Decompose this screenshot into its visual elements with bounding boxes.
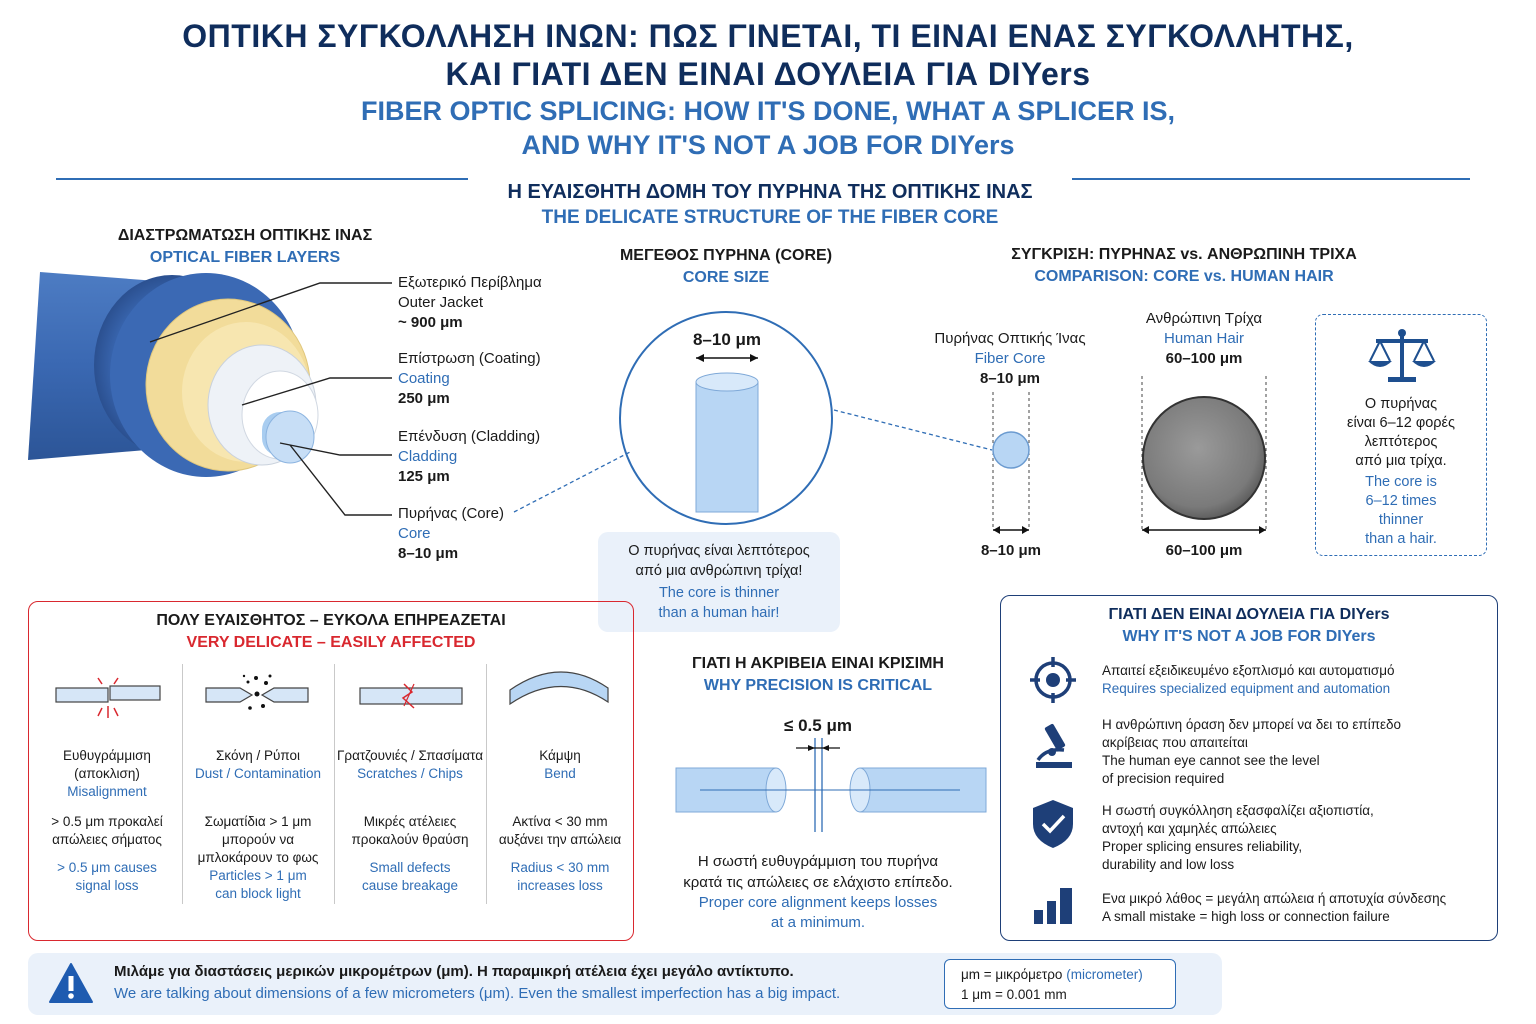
diy-3-gr-1: Η σωστή συγκόλληση εξασφαλίζει αξιοπιστία,	[1102, 803, 1374, 818]
diy-item-reliability	[1102, 802, 1482, 874]
precision-gap: ≤ 0.5 μm	[784, 716, 852, 735]
diy-item-eye	[1102, 716, 1482, 788]
misalign-desc-en-2: signal loss	[75, 878, 139, 893]
bend-desc-en-2: increases loss	[517, 878, 603, 893]
compare-core-size-bottom: 8–10 μm	[980, 542, 1042, 559]
diy-3-gr-2: αντοχή και χαμηλές απώλειες	[1102, 821, 1277, 836]
ratio-gr-2: είναι 6–12 φορές	[1346, 415, 1456, 431]
layers-title-en: OPTICAL FIBER LAYERS	[149, 249, 341, 266]
compare-core-en: Fiber Core	[974, 350, 1046, 367]
title-en-line2: AND WHY IT'S NOT A JOB FOR DIYers	[521, 130, 1015, 160]
delicate-title-gr: ΠΟΛΥ ΕΥΑΙΣΘΗΤΟΣ – ΕΥΚΟΛΑ ΕΠΗΡΕΑΖΕΤΑΙ	[156, 612, 506, 629]
dust-desc-gr-3: μπλοκάρουν το φως	[197, 850, 319, 865]
diy-2-gr-1: Η ανθρώπινη όραση δεν μπορεί να δει το επίπεδο	[1102, 717, 1402, 732]
dust-desc-en-1: Particles > 1 μm	[209, 868, 307, 883]
compare-hair-size: 60–100 μm	[1165, 350, 1243, 367]
dust-desc-en-2: can block light	[215, 886, 301, 901]
bend-desc-gr-2: αυξάνει την απώλεια	[498, 832, 622, 847]
core-note-en-2: than a human hair!	[658, 605, 780, 621]
misalign-desc-gr-1: > 0.5 μm προκαλεί	[51, 814, 163, 829]
diy-item-mistake	[1102, 890, 1482, 926]
title-gr-line2: ΚΑΙ ΓΙΑΤΙ ΔΕΝ ΕΙΝΑΙ ΔΟΥΛΕΙΑ ΓΙΑ DIYers	[445, 56, 1091, 92]
diy-title-gr: ΓΙΑΤΙ ΔΕΝ ΕΙΝΑΙ ΔΟΥΛΕΙΑ ΓΙΑ DIYers	[1108, 606, 1390, 623]
scratch-desc-gr-1: Μικρές ατέλειες	[363, 814, 457, 829]
footer-warning-en: We are talking about dimensions of a few micrometers (μm). Even the smallest imperfection has a big impact.	[114, 985, 841, 1002]
misalign-desc-gr-2: απώλειες σήματος	[52, 832, 162, 847]
dust-name-gr: Σκόνη / Ρύποι	[216, 748, 300, 763]
bend-name-gr: Κάμψη	[539, 748, 581, 763]
core-note-gr-2: από μια ανθρώπινη τρίχα!	[635, 563, 803, 579]
diy-1-gr: Απαιτεί εξειδικευμένο εξοπλισμό και αυτοματισμό	[1102, 663, 1395, 678]
bar-chart-icon	[1034, 888, 1072, 924]
scratch-desc-gr-2: προκαλούν θραύση	[351, 832, 469, 847]
shield-check-icon	[1033, 800, 1073, 848]
diy-3-en-2: durability and low loss	[1102, 857, 1235, 872]
unit-conversion: 1 μm = 0.001 mm	[961, 987, 1067, 1002]
misalign-name-gr-1: Ευθυγράμμιση	[63, 748, 151, 763]
scratch-name-gr: Γρατζουνιές / Σπασίματα	[336, 748, 483, 763]
layer-cladding-size: 125 μm	[398, 468, 450, 485]
diy-title-en: WHY IT'S NOT A JOB FOR DIYers	[1122, 628, 1376, 645]
layer-core-gr: Πυρήνας (Core)	[398, 505, 504, 522]
layer-jacket-gr: Εξωτερικό Περίβλημα	[398, 274, 542, 291]
diy-4-gr: Ενα μικρό λάθος = μεγάλη απώλεια ή αποτυχία σύνδεσης	[1102, 891, 1447, 906]
layer-coating-size: 250 μm	[398, 390, 450, 407]
diy-item-equipment	[1102, 662, 1482, 698]
delicate-title-en: VERY DELICATE – EASILY AFFECTED	[186, 634, 476, 651]
microscope-icon	[1036, 723, 1072, 768]
compare-hair-gr: Ανθρώπινη Τρίχα	[1145, 310, 1263, 327]
title-gr-line1: ΟΠΤΙΚΗ ΣΥΓΚΟΛΛΗΣΗ ΙΝΩΝ: ΠΩΣ ΓΙΝΕΤΑΙ, ΤΙ ΕΙΝΑΙ ΕΝΑΣ ΣΥΓΚΟΛΛΗΤΗΣ,	[182, 18, 1354, 54]
precision-title-en: WHY PRECISION IS CRITICAL	[703, 677, 933, 694]
compare-hair-size-bottom: 60–100 μm	[1165, 542, 1243, 559]
misalign-desc-en-1: > 0.5 μm causes	[57, 860, 157, 875]
layers-title-gr: ΔΙΑΣΤΡΩΜΑΤΩΣΗ ΟΠΤΙΚΗΣ ΙΝΑΣ	[117, 227, 373, 244]
core-size-title-en: CORE SIZE	[682, 269, 770, 286]
ratio-en-1: The core is	[1365, 474, 1437, 490]
ratio-gr-1: Ο πυρήνας	[1364, 396, 1438, 412]
precision-note-en-1: Proper core alignment keeps losses	[698, 894, 938, 911]
scratch-desc-en-1: Small defects	[369, 860, 451, 875]
diy-1-en: Requires specialized equipment and automation	[1102, 681, 1391, 696]
layer-cladding-en: Cladding	[398, 448, 458, 465]
bend-desc-gr-1: Ακτίνα < 30 mm	[512, 814, 608, 829]
precision-note-en-2: at a minimum.	[770, 914, 866, 931]
misalign-name-gr-2: (αποκλιση)	[74, 766, 140, 781]
precision-note-gr-2: κρατά τις απώλειες σε ελάχιστο επίπεδο.	[683, 874, 953, 891]
comparison-title-en: COMPARISON: CORE vs. HUMAN HAIR	[1034, 268, 1334, 285]
layer-jacket-size: ~ 900 μm	[398, 314, 463, 331]
misalign-name-en: Misalignment	[67, 784, 147, 799]
title-en-line1: FIBER OPTIC SPLICING: HOW IT'S DONE, WHAT A SPLICER IS,	[361, 96, 1175, 126]
layer-core-size: 8–10 μm	[398, 545, 459, 562]
section-title-gr: Η ΕΥΑΙΣΘΗΤΗ ΔΟΜΗ ΤΟΥ ΠΥΡΗΝΑ ΤΗΣ ΟΠΤΙΚΗΣ ΙΝΑΣ	[507, 181, 1033, 203]
ratio-en-4: than a hair.	[1365, 531, 1437, 547]
warning-icon	[48, 962, 94, 1004]
scratch-desc-en-2: cause breakage	[361, 878, 459, 893]
layer-jacket-en: Outer Jacket	[398, 294, 484, 311]
dust-desc-gr-1: Σωματίδια > 1 μm	[204, 814, 312, 829]
unit-box	[944, 959, 1176, 1009]
diy-2-gr-2: ακρίβειας που απαιτείται	[1102, 735, 1248, 750]
compare-hair-en: Human Hair	[1163, 330, 1245, 347]
diy-3-en-1: Proper splicing ensures reliability,	[1102, 839, 1303, 854]
ratio-gr-4: από μια τρίχα.	[1355, 453, 1447, 469]
core-note-gr-1: Ο πυρήνας είναι λεπτότερος	[628, 543, 810, 559]
core-size-title-gr: ΜΕΓΕΘΟΣ ΠΥΡΗΝΑ (CORE)	[619, 247, 833, 264]
compare-core-gr: Πυρήνας Οπτικής Ίνας	[934, 330, 1086, 347]
compare-core-size: 8–10 μm	[979, 370, 1041, 387]
ratio-en-3: thinner	[1378, 512, 1424, 528]
ratio-en-2: 6–12 times	[1365, 493, 1437, 509]
core-dimension: 8–10 μm	[692, 330, 762, 349]
dust-name-en: Dust / Contamination	[194, 766, 322, 781]
unit-definition	[961, 966, 1143, 984]
comparison-title-gr: ΣΥΓΚΡΙΣΗ: ΠΥΡΗΝΑΣ vs. ΑΝΘΡΩΠΙΝΗ ΤΡΙΧΑ	[1011, 246, 1357, 263]
layer-core-en: Core	[398, 525, 431, 542]
core-note-en-1: The core is thinner	[658, 585, 780, 601]
dust-desc-gr-2: μπορούν να	[221, 832, 295, 847]
unit-en: (micrometer)	[1066, 967, 1143, 982]
diy-2-en-1: The human eye cannot see the level	[1102, 753, 1320, 768]
target-icon	[1030, 657, 1076, 703]
precision-note-gr-1: Η σωστή ευθυγράμμιση του πυρήνα	[697, 853, 939, 870]
layer-coating-en: Coating	[398, 370, 450, 387]
footer-warning-gr: Μιλάμε για διαστάσεις μερικών μικρομέτρων (μm). Η παραμικρή ατέλεια έχει μεγάλο αντίκτυπο.	[114, 963, 794, 980]
diy-2-en-2: of precision required	[1102, 771, 1225, 786]
unit-gr: μm = μικρόμετρο	[961, 967, 1063, 982]
precision-title-gr: ΓΙΑΤΙ Η ΑΚΡΙΒΕΙΑ ΕΙΝΑΙ ΚΡΙΣΙΜΗ	[692, 655, 944, 672]
layer-coating-gr: Επίστρωση (Coating)	[398, 350, 541, 367]
ratio-gr-3: λεπτότερος	[1364, 434, 1438, 450]
scratch-name-en: Scratches / Chips	[357, 766, 463, 781]
layer-cladding-gr: Επένδυση (Cladding)	[398, 428, 541, 445]
bend-desc-en-1: Radius < 30 mm	[510, 860, 610, 875]
bend-name-en: Bend	[544, 766, 576, 781]
section-title-en: THE DELICATE STRUCTURE OF THE FIBER CORE	[541, 207, 999, 228]
diy-4-en: A small mistake = high loss or connection failure	[1102, 909, 1390, 924]
